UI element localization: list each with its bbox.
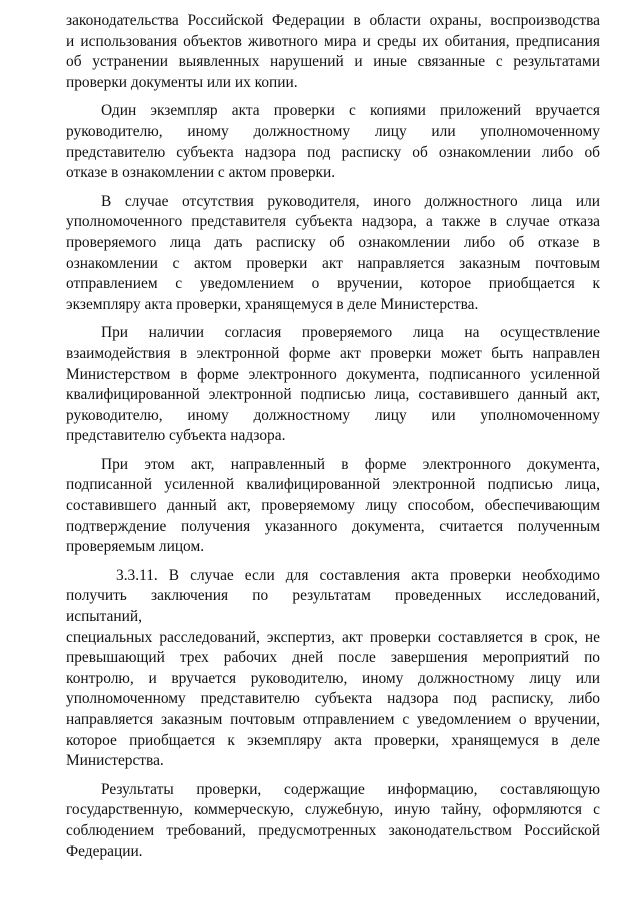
- text-line: которое приобщается к экземпляру акта проверки, хранящемуся в деле: [66, 731, 600, 749]
- text-line: представителю субъекта надзора под расписку об ознакомлении либо об: [66, 143, 600, 161]
- text-line: испытаний,: [66, 608, 142, 626]
- text-line: направляется заказным почтовым отправлением с уведомлением о вручении,: [66, 711, 600, 728]
- text-line: Министерством в форме электронного документа, подписанного усиленной: [66, 365, 600, 383]
- text-line: уполномоченному представителю субъекта надзора под расписку, либо: [66, 690, 600, 708]
- text-line: соблюдением требований, предусмотренных законодательством Российской: [66, 821, 600, 839]
- paragraph-act-delivery: [66, 101, 600, 183]
- text-line: Результаты проверки, содержащие информацию, составляющую: [101, 780, 600, 798]
- text-line: отправлением с уведомлением о вручении, которое приобщается к: [66, 275, 600, 293]
- text-line: государственную, коммерческую, служебную, иную тайну, оформляются с: [66, 801, 600, 819]
- text-line: руководителю, иному должностному лицу или уполномоченному: [66, 406, 600, 424]
- paragraph-electronic-receipt: [66, 455, 600, 558]
- text-line: квалифицированной электронной подписью лица, составившего данный акт,: [66, 386, 600, 404]
- text-line: Федерации.: [66, 842, 143, 860]
- text-line: ознакомлении с актом проверки акт направляется заказным почтовым: [66, 254, 600, 272]
- text-line: Министерства.: [66, 752, 164, 770]
- text-line: проверки документы или их копии.: [66, 73, 298, 91]
- text-line: подтверждение получения указанного документа, считается полученным: [66, 517, 600, 535]
- text-line: При этом акт, направленный в форме электронного документа,: [101, 455, 600, 473]
- clause-3-3-11-body: [66, 628, 600, 772]
- text-line: проверяемого лица дать расписку об ознакомлении либо об отказе в: [66, 233, 600, 251]
- paragraph-absence-refusal: [66, 192, 600, 316]
- text-line: составившего данный акт, проверяемому лицу способом, обеспечивающим: [66, 497, 600, 515]
- text-line: подписанной усиленной квалифицированной электронной подписью лица,: [66, 476, 600, 494]
- text-line: отказе в ознакомлении с актом проверки.: [66, 164, 336, 182]
- text-line: уполномоченного представителя субъекта надзора, а также в случае отказа: [66, 213, 600, 231]
- clause-number-line: 3.3.11. В случае если для составления акта проверки необходимо: [116, 566, 600, 584]
- text-line: В случае отсутствия руководителя, иного должностного лица или: [101, 192, 600, 210]
- text-line: законодательства Российской Федерации в области охраны, воспроизводства: [66, 12, 600, 29]
- text-line: об устранении выявленных нарушений и иные связанные с результатами: [66, 53, 600, 71]
- clause-3-3-11-head: [66, 566, 600, 628]
- text-line: получить заключения по результатам проведенных исследований,: [66, 587, 600, 605]
- text-line: проверяемым лицом.: [66, 538, 205, 556]
- paragraph-legislation-documents: [66, 11, 600, 93]
- text-line: взаимодействия в электронной форме акт проверки может быть направлен: [66, 344, 600, 362]
- text-line: представителю субъекта надзора.: [66, 427, 286, 445]
- text-line: руководителю, иному должностному лицу или уполномоченному: [66, 122, 600, 140]
- text-line: специальных расследований, экспертиз, акт проверки составляется в срок, не: [66, 628, 600, 646]
- text-line: контролю, и вручается руководителю, иному должностному лицу или: [66, 669, 600, 687]
- paragraph-electronic-form: [66, 323, 600, 447]
- text-line: превышающий трех рабочих дней после завершения мероприятий по: [66, 649, 600, 667]
- text-line: Один экземпляр акта проверки с копиями приложений вручается: [101, 102, 600, 120]
- paragraph-secret-results: [66, 780, 600, 862]
- text-line: При наличии согласия проверяемого лица на осуществление: [101, 324, 600, 342]
- document-page: [66, 11, 600, 870]
- text-line: и использования объектов животного мира и среды их обитания, предписания: [66, 32, 600, 50]
- text-line: экземпляру акта проверки, хранящемуся в деле Министерства.: [66, 295, 479, 313]
